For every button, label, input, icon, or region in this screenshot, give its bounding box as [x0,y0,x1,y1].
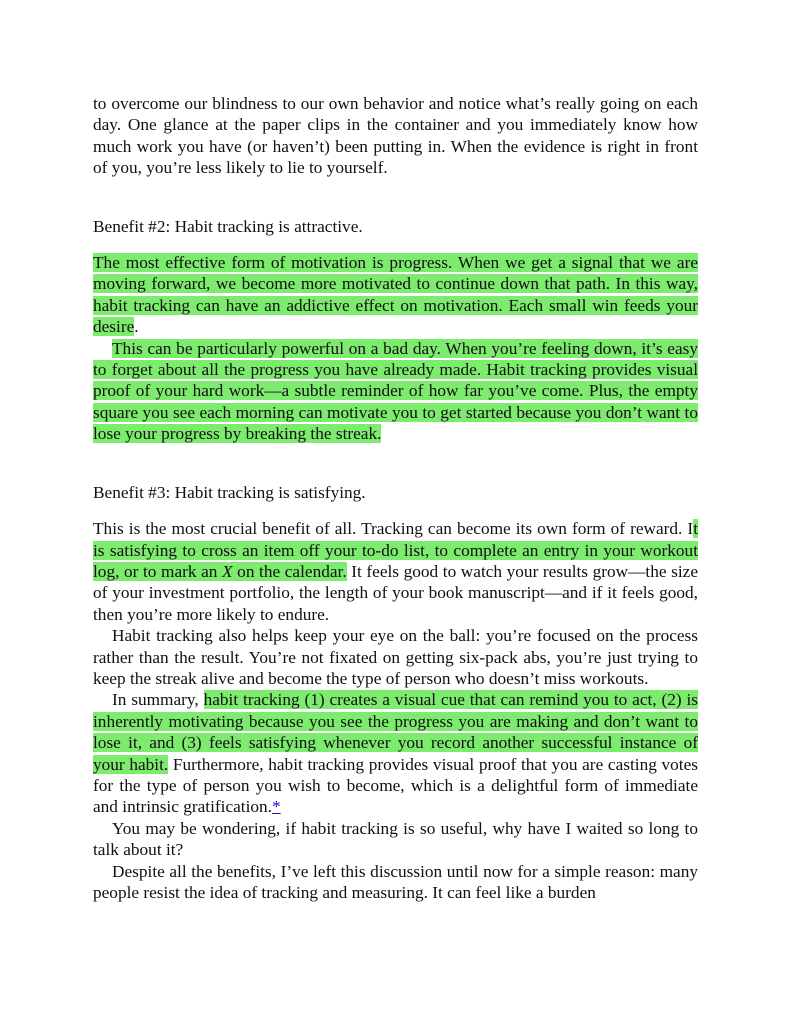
paragraph-text: In summary, [112,690,204,710]
benefit-3-heading: Benefit #3: Habit tracking is satisfying. [93,482,366,502]
paragraph-text: Furthermore, habit tracking provides visual proof that you are casting votes for the type of person you wish to become, which is a delightful form of immediate and intrinsic gratification. [93,754,698,817]
paragraph-text: . [134,317,139,337]
paragraph-text: This is the most crucial benefit of all. Tracking can become its own form of reward. I [93,519,694,539]
highlight[interactable]: This can be particularly powerful on a bad day. When you’re feeling down, it’s easy to forget about all the progress you have already made. Habit tracking provides visual proof of your hard work—a subtle reminder of how far you’ve come. Plus, the empty square you see each morning can motivate you to get started because you don’t want to lose your progress by breaking the streak. [93,338,698,444]
document-page [93,93,698,903]
benefit-3-paragraph-4: You may be wondering, if habit tracking is so useful, why have I waited so long to talk about it? [93,818,698,860]
footnote-link[interactable]: * [272,797,281,817]
benefit-2-paragraph-2 [93,338,698,445]
highlight[interactable]: The most effective form of motivation is progress. When we get a signal that we are moving forward, we become more motivated to continue down that path. In this way, habit tracking can have an addictive effect on motivation. Each small win feeds your desire [93,253,698,337]
highlight-text: t is satisfying to cross an item off your to-do list, to complete an entry in your workout log, or to mark an [93,519,698,581]
benefit-2-heading: Benefit #2: Habit tracking is attractive. [93,216,363,236]
highlight-text: on the calendar. [232,561,347,581]
benefit-3-paragraph-1 [93,518,698,625]
benefit-3-paragraph-3 [93,689,698,817]
benefit-3-paragraph-5: Despite all the benefits, I’ve left this discussion until now for a simple reason: many people resist the idea of tracking and measuring. It can feel like a burden [93,861,698,902]
intro-paragraph: to overcome our blindness to our own behavior and notice what’s really going on each day. One glance at the paper clips in the container and you immediately know how much work you have (or haven’t) been putting in. When the evidence is right in front of you, you’re less likely to lie to yourself. [93,94,698,178]
highlight-italic-text: X [222,561,233,581]
benefit-2-paragraph-1 [93,252,698,338]
highlight[interactable]: habit tracking (1) creates a visual cue that can remind you to act, (2) is inherently motivating because you see the progress you are making and don’t want to lose it, and (3) feels satisfying whenever you record another successful instance of your habit. [93,690,698,774]
paragraph-text: It feels good to watch your results grow—the size of your investment portfolio, the length of your book manuscript—and if it feels good, then you’re more likely to endure. [93,561,698,624]
benefit-3-paragraph-2: Habit tracking also helps keep your eye on the ball: you’re focused on the process rather than the result. You’re not fixated on getting six-pack abs, you’re just trying to keep the streak alive and become the type of person who doesn’t miss workouts. [93,626,698,688]
